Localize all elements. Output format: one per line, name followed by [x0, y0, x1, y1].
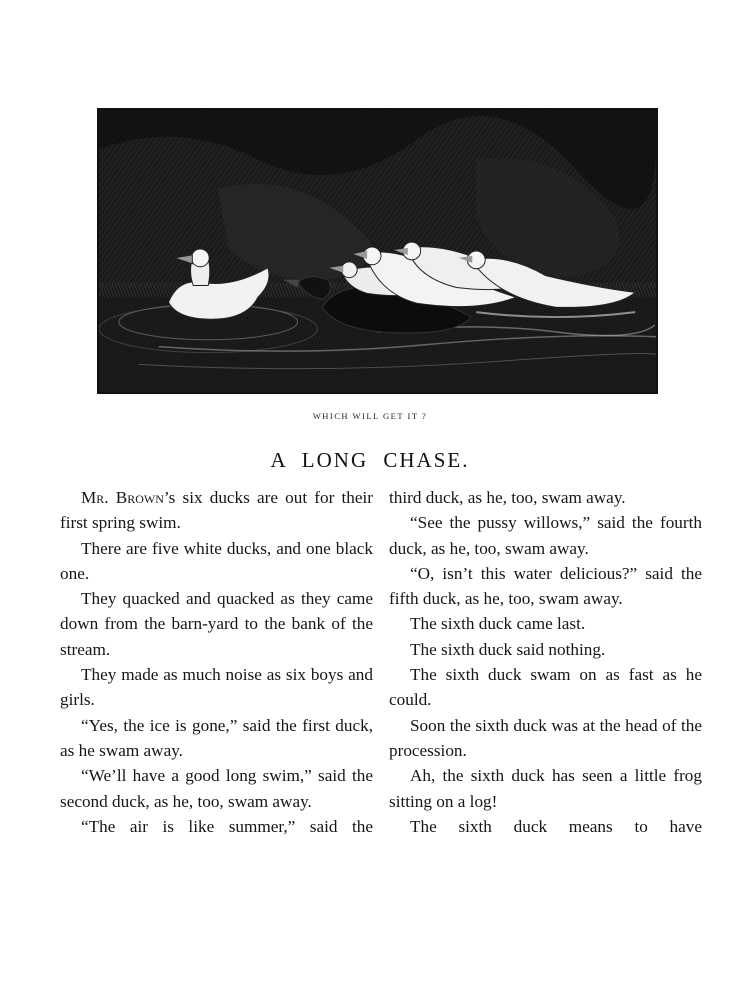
- paragraph-10: The sixth duck came last.: [410, 614, 586, 634]
- paragraph-5: “Yes, the ice is gone,” said the first duck, as he swam away.: [60, 715, 373, 760]
- right-column: [389, 485, 702, 839]
- paragraph-15: The sixth duck means to have: [410, 816, 702, 836]
- paragraph-1-rest: ’s six ducks are out for their first spring swim.: [60, 488, 373, 533]
- paragraph-2: There are five white ducks, and one black one.: [60, 538, 373, 583]
- story-title: A LONG CHASE.: [270, 448, 470, 472]
- ducks-engraving: [97, 108, 658, 394]
- illustration-caption: WHICH WILL GET IT ?: [312, 411, 428, 421]
- paragraph-1: [60, 485, 373, 536]
- paragraph-8: “See the pussy willows,” said the fourth duck, as he, too, swam away.: [389, 513, 702, 558]
- paragraph-7-continued: third duck, as he, too, swam away.: [389, 488, 626, 507]
- paragraph-9: “O, isn’t this water delicious?” said the fifth duck, as he, too, swam away.: [389, 563, 702, 609]
- paragraph-4: They made as much noise as six boys and girls.: [60, 665, 373, 710]
- paragraph-6: “We’ll have a good long swim,” said the second duck, as he, too, swam away.: [60, 766, 373, 811]
- paragraph-7: “The air is like summer,” said the: [81, 816, 373, 836]
- paragraph-3: They quacked and quacked as they came down from the barn-yard to the bank of the stream.: [60, 589, 373, 659]
- ducks-illustration-svg: [99, 110, 656, 392]
- paragraph-14: Ah, the sixth duck has seen a little frog sitting on a log!: [389, 766, 702, 811]
- paragraph-11: The sixth duck said nothing.: [410, 639, 606, 659]
- opening-name: Mr. Brown: [81, 488, 164, 507]
- paragraph-12: The sixth duck swam on as fast as he could.: [389, 665, 702, 710]
- paragraph-13: Soon the sixth duck was at the head of the procession.: [389, 715, 702, 760]
- left-column: [60, 485, 373, 839]
